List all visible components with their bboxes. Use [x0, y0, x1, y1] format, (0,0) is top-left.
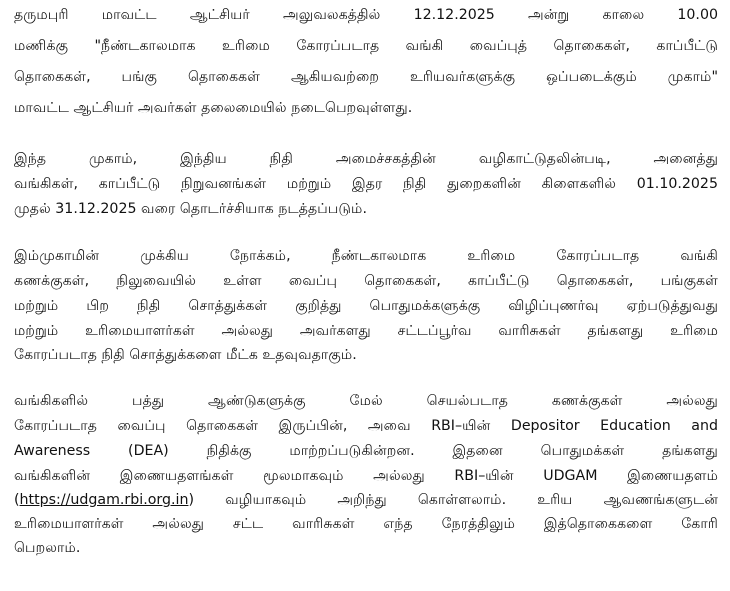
paragraph-4-line-5 — [14, 490, 718, 510]
paragraph-4-line-2: கோரப்படாத வைப்பு தொகைகள் இருப்பின், அவை RBI–யின் Depositor Education and — [14, 418, 718, 434]
paragraph-1-line-3: தொகைகள், பங்கு தொகைகள் ஆகியவற்றை உரியவர்களுக்கு ஒப்படைக்கும் முகாம்" — [14, 69, 718, 85]
paragraph-4-line-7: பெறலாம். — [14, 540, 81, 556]
paragraph-1-line-1: தருமபுரி மாவட்ட ஆட்சியர் அலுவலகத்தில் 12.12.2025 அன்று காலை 10.00 — [14, 7, 718, 23]
paragraph-1-line-2: மணிக்கு "நீண்டகாலமாக உரிமை கோரப்படாத வங்கி வைப்புத் தொகைகள், காப்பீட்டு — [14, 38, 718, 54]
paragraph-3-line-4: மற்றும் உரிமையாளர்கள் அல்லது அவர்களது சட்டப்பூர்வ வாரிசுகள் தங்களது உரிமை — [14, 323, 718, 339]
paragraph-3-line-5: கோரப்படாத நிதி சொத்துக்களை மீட்க உதவுவதாகும். — [14, 347, 357, 363]
paragraph-1-line-4: மாவட்ட ஆட்சியர் அவர்கள் தலைமையில் நடைபெறவுள்ளது. — [14, 100, 413, 116]
paragraph-4-line-1: வங்கிகளில் பத்து ஆண்டுகளுக்கு மேல் செயல்படாத கணக்குகள் அல்லது — [14, 393, 718, 409]
paragraph-2-line-1: இந்த முகாம், இந்திய நிதி அமைச்சகத்தின் வழிகாட்டுதலின்படி, அனைத்து — [14, 151, 718, 167]
paragraph-2-line-3: முதல் 31.12.2025 வரை தொடர்ச்சியாக நடத்தப்படும். — [14, 201, 367, 217]
paragraph-4-line-3: Awareness (DEA) நிதிக்கு மாற்றப்படுகின்றன. இதனை பொதுமக்கள் தங்களது — [14, 443, 718, 459]
paragraph-3-line-3: மற்றும் பிற நிதி சொத்துக்கள் குறித்து பொதுமக்களுக்கு விழிப்புணர்வு ஏற்படுத்துவது — [14, 298, 718, 314]
link-line-rest: ) வழியாகவும் அறிந்து கொள்ளலாம். உரிய ஆவணங்களுடன் — [188, 492, 718, 508]
udgam-link[interactable]: https://udgam.rbi.org.in — [19, 492, 189, 508]
paragraph-3-line-1: இம்முகாமின் முக்கிய நோக்கம், நீண்டகாலமாக உரிமை கோரப்படாத வங்கி — [14, 248, 718, 264]
paragraph-4-line-6: உரிமையாளர்கள் அல்லது சட்ட வாரிசுகள் எந்த நேரத்திலும் இத்தொகைகளை கோரி — [14, 516, 718, 532]
paragraph-4-line-4: வங்கிகளின் இணையதளங்கள் மூலமாகவும் அல்லது RBI–யின் UDGAM இணையதளம் — [14, 468, 718, 484]
paragraph-2-line-2: வங்கிகள், காப்பீட்டு நிறுவனங்கள் மற்றும் இதர நிதி துறைகளின் கிளைகளில் 01.10.2025 — [14, 176, 718, 192]
link-open-paren: ( — [14, 492, 20, 508]
paragraph-3-line-2: கணக்குகள், நிலுவையில் உள்ள வைப்பு தொகைகள், காப்பீட்டு தொகைகள், பங்குகள் — [14, 273, 718, 289]
